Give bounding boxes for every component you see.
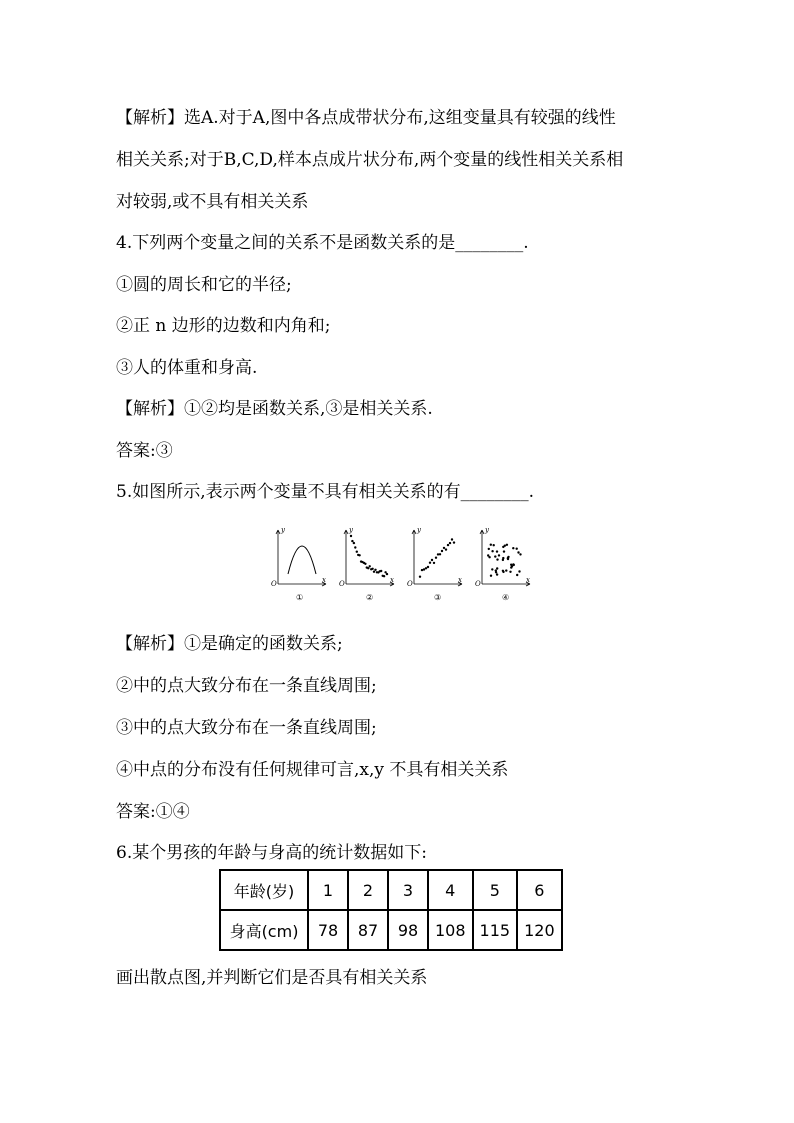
scatter-dot [511,565,513,567]
scatter-dot [369,565,371,567]
row-header-height: 身高(cm) [220,910,308,950]
panel-label: ② [366,593,374,602]
panel-label: ③ [434,593,442,602]
scatter-dot [358,554,360,556]
question-6-instruction: 画出散点图,并判断它们是否具有相关关系 [116,968,428,988]
scatter-dot [425,567,427,569]
answer-4: 答案:③ [116,441,173,461]
question-4-stem: 4.下列两个变量之间的关系不是函数关系的是________. [116,233,529,253]
scatter-dot [519,553,521,555]
age-height-table [219,869,563,951]
panel-1 [271,526,326,602]
scatter-dot [496,573,498,575]
scatter-dot [374,569,376,571]
axis-y-label: y [417,526,421,534]
table-row [220,870,562,910]
scatter-dot [502,571,504,573]
scatter-dot [441,550,443,552]
question-6-stem: 6.某个男孩的年龄与身高的统计数据如下: [116,843,427,863]
scatter-dot [496,558,498,560]
scatter-dot [353,542,355,544]
origin-label: O [271,580,277,588]
analysis-3-line-2: 相关关系;对于B,C,D,样本点成片状分布,两个变量的线性相关关系相 [116,150,624,170]
analysis-3-line-3: 对较弱,或不具有相关关系 [116,192,309,212]
table-row [220,910,562,950]
analysis-5-line-4: ④中点的分布没有任何规律可言,x,y 不具有相关关系 [116,760,509,780]
scatter-dot [506,544,508,546]
scatter-dot [431,559,433,561]
panel-3 [407,526,462,602]
analysis-5-line-2: ②中的点大致分布在一条直线周围; [116,676,377,696]
origin-label: O [407,580,413,588]
scatter-dot [435,557,437,559]
scatter-dot [493,544,495,546]
scatter-dot [487,554,489,556]
scatter-dot [386,573,388,575]
scatter-dot [364,563,366,565]
table-cell: 2 [348,870,388,910]
scatter-dot [507,558,509,560]
scatter-dot [491,568,493,570]
axis-x-label: x [526,576,530,584]
scatter-dots [419,538,455,578]
analysis-5-line-1: 【解析】①是确定的函数关系; [116,634,343,654]
row-header-age: 年龄(岁) [220,870,308,910]
answer-5: 答案:①④ [116,802,190,822]
scatter-dot [516,548,518,550]
question-4-item-3: ③人的体重和身高. [116,358,258,378]
scatter-dot [503,550,505,552]
scatter-dot [509,571,511,573]
scatter-dot [512,547,514,549]
scatter-dot [350,535,352,537]
table-cell: 87 [348,910,388,950]
analysis-3-line-1: 【解析】选A.对于A,图中各点成带状分布,这组变量具有较强的线性 [116,108,616,128]
panel-2 [339,526,394,602]
scatter-dot [380,570,382,572]
scatter-dot [433,562,435,564]
axis-y-label: y [349,526,353,534]
panel-label: ④ [502,593,510,602]
scatter-dot [447,544,449,546]
table-cell: 5 [473,870,518,910]
scatter-dot [505,569,507,571]
scatter-figure [262,522,532,608]
panel-4 [475,526,530,602]
table-cell: 4 [428,870,473,910]
analysis-4: 【解析】①②均是函数关系,③是相关关系. [116,399,433,419]
scatter-dot [429,562,431,564]
scatter-dot [518,570,520,572]
table-cell: 108 [428,910,473,950]
axis-x-label: x [322,576,326,584]
scatter-dots [487,544,522,577]
table-cell: 6 [517,870,562,910]
table-cell: 115 [473,910,518,950]
scatter-dot [516,574,518,576]
scatter-dot [449,542,451,544]
scatter-dot [490,575,492,577]
scatter-dot [445,548,447,550]
table-cell: 78 [308,910,348,950]
scatter-dot [502,557,504,559]
origin-label: O [475,580,481,588]
scatter-dot [504,545,506,547]
scatter-dot [453,541,455,543]
question-4-item-2: ②正 n 边形的边数和内角和; [116,316,331,336]
axis-x-label: x [458,576,462,584]
question-4-item-1: ①圆的周长和它的半径; [116,275,292,295]
scatter-dot [498,554,500,556]
scatter-dot [491,550,493,552]
origin-label: O [339,580,345,588]
scatter-dot [423,568,425,570]
scatter-dot [371,568,373,570]
scatter-dot [419,576,421,578]
scatter-dot [439,553,441,555]
table-cell: 120 [517,910,562,950]
scatter-dot [496,550,498,552]
scatter-dot [490,544,492,546]
axis-y-label: y [281,526,285,534]
parabola-curve [288,546,316,574]
scatter-dot [451,538,453,540]
scatter-dot [517,551,519,553]
table-cell: 1 [308,870,348,910]
analysis-5-line-3: ③中的点大致分布在一条直线周围; [116,718,377,738]
scatter-dot [356,551,358,553]
scatter-dot [351,540,353,542]
scatter-dot [488,548,490,550]
scatter-dot [494,555,496,557]
table-cell: 98 [388,910,428,950]
scatter-dot [495,569,497,571]
scatter-dot [354,546,356,548]
question-5-stem: 5.如图所示,表示两个变量不具有相关关系的有________. [116,482,535,502]
axis-y-label: y [485,526,489,534]
panel-label: ① [296,593,304,602]
scatter-dot [427,566,429,568]
scatter-dot [383,575,385,577]
table-cell: 3 [388,870,428,910]
scatter-dot [373,571,375,573]
axis-x-label: x [390,576,394,584]
scatter-dots [350,535,388,578]
scatter-dot [496,567,498,569]
scatter-dot [443,547,445,549]
